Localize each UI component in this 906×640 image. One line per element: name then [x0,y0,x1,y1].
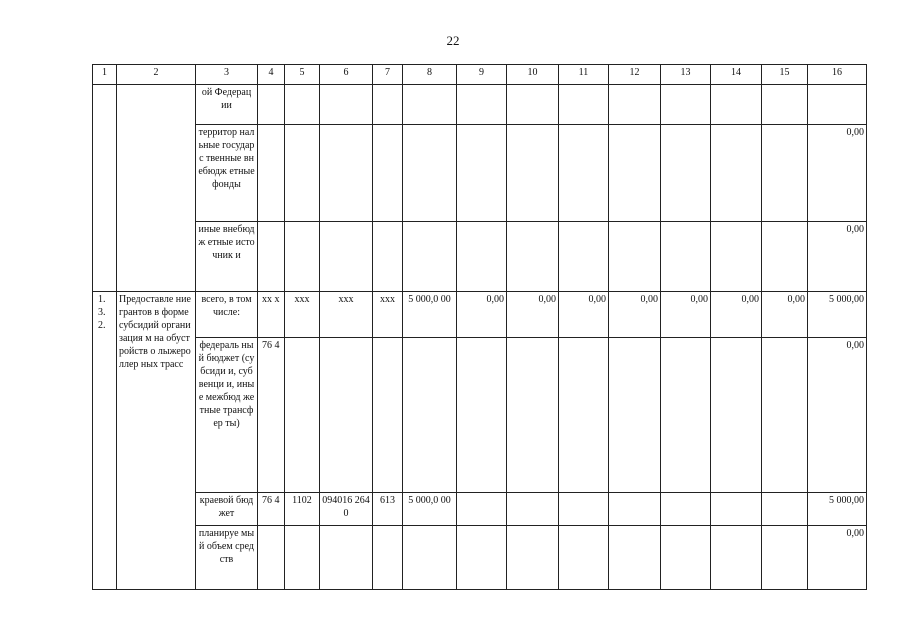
header-cell: 1 [93,65,117,85]
value-cell: 0,00 [808,526,867,590]
value-cell: 094016 2640 [320,493,373,526]
value-cell: 5 000,00 [808,292,867,338]
table-row [93,85,867,125]
source-cell: всего, в том числе: [196,292,258,338]
section-number: 1. 3. 2. [93,292,117,590]
header-cell: 2 [117,65,196,85]
source-cell: краевой бюджет [196,493,258,526]
value-cell: 0,00 [507,292,559,338]
source-cell: территор нальные государс твенные внебюдж етные фонды [196,125,258,222]
header-cell: 8 [403,65,457,85]
value-cell: 0,00 [609,292,661,338]
header-cell: 15 [762,65,808,85]
value-cell: 0,00 [457,292,507,338]
value-cell: 0,00 [808,338,867,493]
section-name: Предоставле ние грантов в форме субсидий организация м на обустройств о лыжероллер ных трасс [117,292,196,590]
empty-cell [117,85,196,292]
value-cell: 1102 [285,493,320,526]
header-cell: 16 [808,65,867,85]
page-number: 22 [446,33,460,48]
header-cell: 14 [711,65,762,85]
value-cell: 0,00 [559,292,609,338]
source-cell: федераль ный бюджет (субсиди и, субвенци и, иные межбюд жетные трансфер ты) [196,338,258,493]
value-cell: 0,00 [762,292,808,338]
empty-cell [93,85,117,292]
table-row [93,222,867,292]
table-row [93,292,867,338]
header-cell: 12 [609,65,661,85]
value-cell: 76 4 [258,493,285,526]
header-cell: 9 [457,65,507,85]
value-cell: 0,00 [711,292,762,338]
header-cell: 7 [373,65,403,85]
value-cell: 5 000,00 [808,493,867,526]
header-cell: 6 [320,65,373,85]
value-cell: 613 [373,493,403,526]
budget-table [92,64,867,590]
header-cell: 11 [559,65,609,85]
value-cell: ххх [285,292,320,338]
value-cell: ххх [320,292,373,338]
value-cell: 5 000,0 00 [403,493,457,526]
header-cell: 5 [285,65,320,85]
source-cell: планируе мый объем средств [196,526,258,590]
header-cell: 10 [507,65,559,85]
value-cell: 0,00 [808,222,867,292]
value-cell: 5 000,0 00 [403,292,457,338]
source-cell: иные внебюдж етные источник и [196,222,258,292]
table-row [93,493,867,526]
value-cell: 0,00 [661,292,711,338]
value-cell: хх х [258,292,285,338]
value-cell: 76 4 [258,338,285,493]
header-row [93,65,867,85]
value-cell: 0,00 [808,125,867,222]
header-cell: 4 [258,65,285,85]
header-cell: 13 [661,65,711,85]
table-row [93,526,867,590]
table-row [93,125,867,222]
value-cell: ххх [373,292,403,338]
header-cell: 3 [196,65,258,85]
table-row [93,338,867,493]
source-cell: ой Федерац ии [196,85,258,125]
